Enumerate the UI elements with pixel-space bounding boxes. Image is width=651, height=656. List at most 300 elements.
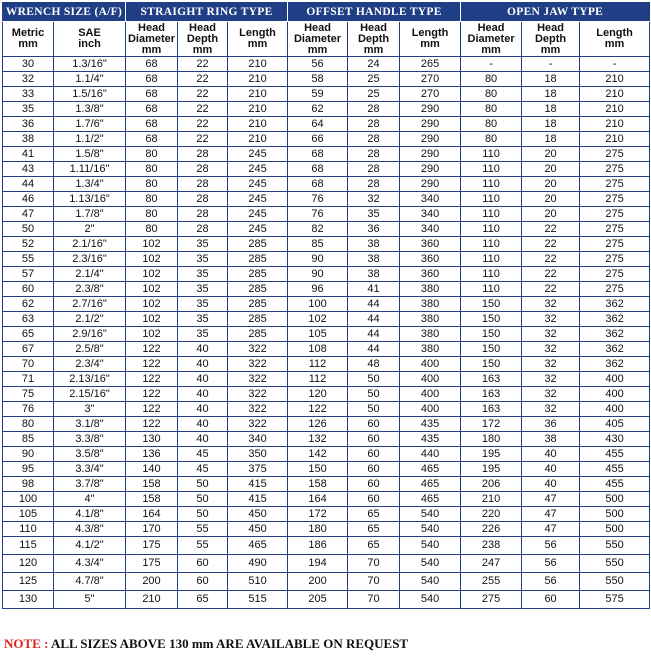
cell-metric-mm: 63: [3, 312, 54, 327]
cell-openjaw-head-diameter: 110: [461, 252, 522, 267]
cell-openjaw-length: 275: [580, 237, 650, 252]
cell-straight-length: 515: [228, 591, 288, 609]
cell-straight-length: 375: [228, 462, 288, 477]
column-header-offset-length: [400, 22, 461, 57]
column-header-line: mm: [363, 43, 384, 56]
column-header-line: Depth: [357, 32, 390, 45]
cell-metric-mm: 55: [3, 252, 54, 267]
cell-offset-length: 380: [400, 297, 461, 312]
cell-offset-length: 270: [400, 87, 461, 102]
cell-metric-mm: 50: [3, 222, 54, 237]
cell-openjaw-length: 550: [580, 555, 650, 573]
cell-metric-mm: 90: [3, 447, 54, 462]
cell-offset-head-diameter: 82: [288, 222, 348, 237]
column-header-line: Length: [596, 27, 633, 39]
cell-offset-length: 360: [400, 267, 461, 282]
column-header-line: mm: [481, 43, 501, 56]
cell-openjaw-head-depth: 60: [522, 591, 580, 609]
cell-metric-mm: 80: [3, 417, 54, 432]
cell-sae-inch: 2.1/16": [54, 237, 126, 252]
cell-sae-inch: 3.3/8": [54, 432, 126, 447]
cell-offset-length: 400: [400, 402, 461, 417]
cell-straight-length: 340: [228, 432, 288, 447]
cell-metric-mm: 62: [3, 297, 54, 312]
cell-straight-head-diameter: 175: [126, 537, 178, 555]
cell-openjaw-length: 275: [580, 222, 650, 237]
cell-openjaw-head-diameter: 163: [461, 387, 522, 402]
table-row: [3, 357, 650, 372]
cell-offset-head-diameter: 120: [288, 387, 348, 402]
cell-openjaw-length: 500: [580, 507, 650, 522]
cell-offset-length: 540: [400, 522, 461, 537]
cell-offset-head-depth: 28: [348, 162, 400, 177]
cell-openjaw-length: 275: [580, 207, 650, 222]
cell-openjaw-length: 210: [580, 132, 650, 147]
cell-straight-length: 285: [228, 282, 288, 297]
column-header-line: Metric: [11, 27, 45, 39]
column-header-line: Diameter: [293, 32, 342, 45]
cell-sae-inch: 4.7/8": [54, 573, 126, 591]
cell-openjaw-head-diameter: 163: [461, 402, 522, 417]
cell-straight-head-depth: 22: [178, 87, 228, 102]
cell-straight-length: 450: [228, 507, 288, 522]
cell-openjaw-head-depth: 22: [522, 222, 580, 237]
cell-openjaw-head-diameter: -: [461, 57, 522, 72]
cell-openjaw-length: 275: [580, 252, 650, 267]
cell-metric-mm: 75: [3, 387, 54, 402]
cell-openjaw-head-depth: 40: [522, 477, 580, 492]
wrench-size-table: [2, 2, 650, 609]
cell-sae-inch: 1.5/8": [54, 147, 126, 162]
cell-metric-mm: 32: [3, 72, 54, 87]
cell-offset-head-depth: 60: [348, 462, 400, 477]
table-row: [3, 537, 650, 555]
cell-sae-inch: 1.13/16": [54, 192, 126, 207]
cell-straight-head-diameter: 158: [126, 492, 178, 507]
table-row: [3, 162, 650, 177]
cell-openjaw-length: 275: [580, 162, 650, 177]
cell-metric-mm: 47: [3, 207, 54, 222]
cell-offset-length: 340: [400, 207, 461, 222]
table-row: [3, 327, 650, 342]
cell-offset-head-depth: 38: [348, 252, 400, 267]
cell-offset-head-diameter: 96: [288, 282, 348, 297]
table-row: [3, 447, 650, 462]
cell-openjaw-length: 550: [580, 537, 650, 555]
cell-straight-head-diameter: 122: [126, 417, 178, 432]
cell-straight-length: 210: [228, 117, 288, 132]
note-label: NOTE :: [4, 636, 49, 651]
column-header-line: inch: [78, 38, 101, 50]
table-row: [3, 573, 650, 591]
cell-offset-head-depth: 50: [348, 387, 400, 402]
cell-offset-length: 360: [400, 252, 461, 267]
cell-offset-length: 465: [400, 477, 461, 492]
cell-offset-head-diameter: 66: [288, 132, 348, 147]
table-row: [3, 432, 650, 447]
cell-straight-head-diameter: 140: [126, 462, 178, 477]
cell-offset-head-diameter: 76: [288, 207, 348, 222]
cell-openjaw-head-depth: 32: [522, 372, 580, 387]
column-header-metric-mm: [3, 22, 54, 57]
column-header-openjaw-head-depth: [522, 22, 580, 57]
cell-straight-head-diameter: 68: [126, 132, 178, 147]
cell-straight-head-depth: 28: [178, 207, 228, 222]
cell-straight-head-depth: 60: [178, 555, 228, 573]
cell-offset-head-depth: 60: [348, 447, 400, 462]
cell-openjaw-head-depth: 22: [522, 252, 580, 267]
column-header-line: mm: [247, 38, 268, 50]
table-row: [3, 492, 650, 507]
cell-offset-head-diameter: 200: [288, 573, 348, 591]
footer-note: [4, 636, 408, 652]
cell-offset-head-depth: 24: [348, 57, 400, 72]
cell-openjaw-length: 455: [580, 447, 650, 462]
cell-offset-head-diameter: 68: [288, 162, 348, 177]
column-header-straight-length: [228, 22, 288, 57]
cell-openjaw-head-depth: 56: [522, 537, 580, 555]
table-row: [3, 72, 650, 87]
table-row: [3, 387, 650, 402]
table-row: [3, 312, 650, 327]
cell-straight-head-depth: 22: [178, 57, 228, 72]
cell-straight-head-depth: 35: [178, 267, 228, 282]
cell-straight-head-depth: 28: [178, 192, 228, 207]
cell-offset-head-depth: 38: [348, 237, 400, 252]
cell-openjaw-head-diameter: 110: [461, 222, 522, 237]
cell-straight-head-diameter: 80: [126, 207, 178, 222]
cell-sae-inch: 1.11/16": [54, 162, 126, 177]
cell-straight-head-diameter: 130: [126, 432, 178, 447]
cell-openjaw-head-depth: 47: [522, 507, 580, 522]
cell-offset-head-diameter: 76: [288, 192, 348, 207]
cell-openjaw-head-depth: 47: [522, 522, 580, 537]
cell-sae-inch: 4": [54, 492, 126, 507]
cell-offset-head-depth: 41: [348, 282, 400, 297]
cell-openjaw-head-diameter: 150: [461, 297, 522, 312]
cell-sae-inch: 3": [54, 402, 126, 417]
cell-offset-head-diameter: 180: [288, 522, 348, 537]
cell-straight-length: 465: [228, 537, 288, 555]
table-row: [3, 252, 650, 267]
cell-openjaw-head-depth: 32: [522, 297, 580, 312]
cell-straight-head-depth: 28: [178, 177, 228, 192]
cell-openjaw-length: 210: [580, 72, 650, 87]
cell-straight-length: 210: [228, 72, 288, 87]
cell-sae-inch: 2.1/4": [54, 267, 126, 282]
cell-straight-head-diameter: 122: [126, 342, 178, 357]
cell-openjaw-head-diameter: 150: [461, 312, 522, 327]
cell-straight-length: 415: [228, 492, 288, 507]
cell-metric-mm: 130: [3, 591, 54, 609]
cell-sae-inch: 4.3/8": [54, 522, 126, 537]
cell-straight-head-diameter: 122: [126, 357, 178, 372]
cell-openjaw-length: 210: [580, 102, 650, 117]
cell-openjaw-head-diameter: 110: [461, 177, 522, 192]
cell-straight-length: 285: [228, 312, 288, 327]
cell-straight-head-depth: 40: [178, 357, 228, 372]
cell-straight-length: 285: [228, 267, 288, 282]
cell-straight-length: 510: [228, 573, 288, 591]
cell-straight-head-depth: 50: [178, 507, 228, 522]
table-row: [3, 222, 650, 237]
cell-metric-mm: 98: [3, 477, 54, 492]
cell-straight-length: 322: [228, 402, 288, 417]
cell-openjaw-head-depth: 32: [522, 402, 580, 417]
cell-openjaw-head-depth: 22: [522, 267, 580, 282]
cell-offset-length: 290: [400, 102, 461, 117]
cell-openjaw-head-diameter: 163: [461, 372, 522, 387]
table-row: [3, 87, 650, 102]
cell-straight-head-depth: 55: [178, 522, 228, 537]
cell-offset-head-depth: 44: [348, 327, 400, 342]
cell-straight-length: 490: [228, 555, 288, 573]
column-header-offset-head-diameter: [288, 22, 348, 57]
cell-offset-length: 435: [400, 417, 461, 432]
cell-straight-head-diameter: 102: [126, 327, 178, 342]
cell-openjaw-head-diameter: 110: [461, 267, 522, 282]
cell-openjaw-head-diameter: 238: [461, 537, 522, 555]
cell-straight-head-diameter: 136: [126, 447, 178, 462]
cell-straight-head-depth: 50: [178, 477, 228, 492]
cell-openjaw-length: 275: [580, 267, 650, 282]
table-row: [3, 132, 650, 147]
cell-metric-mm: 33: [3, 87, 54, 102]
cell-metric-mm: 52: [3, 237, 54, 252]
cell-metric-mm: 71: [3, 372, 54, 387]
cell-openjaw-head-depth: 47: [522, 492, 580, 507]
cell-straight-head-diameter: 210: [126, 591, 178, 609]
cell-openjaw-head-diameter: 226: [461, 522, 522, 537]
cell-offset-length: 290: [400, 177, 461, 192]
cell-offset-length: 440: [400, 447, 461, 462]
cell-straight-head-depth: 65: [178, 591, 228, 609]
column-header-line: mm: [540, 43, 561, 56]
column-header-straight-head-depth: [178, 22, 228, 57]
cell-openjaw-head-depth: 18: [522, 102, 580, 117]
cell-sae-inch: 1.3/8": [54, 102, 126, 117]
cell-straight-head-depth: 35: [178, 297, 228, 312]
cell-openjaw-head-diameter: 255: [461, 573, 522, 591]
cell-openjaw-length: 275: [580, 192, 650, 207]
cell-metric-mm: 110: [3, 522, 54, 537]
cell-openjaw-length: 500: [580, 522, 650, 537]
group-header-wrench-size: WRENCH SIZE (A/F): [3, 3, 126, 22]
cell-metric-mm: 46: [3, 192, 54, 207]
cell-openjaw-length: 362: [580, 357, 650, 372]
cell-offset-head-depth: 60: [348, 492, 400, 507]
cell-offset-head-diameter: 59: [288, 87, 348, 102]
cell-sae-inch: 3.1/8": [54, 417, 126, 432]
cell-openjaw-head-diameter: 150: [461, 327, 522, 342]
cell-openjaw-head-depth: 32: [522, 387, 580, 402]
cell-openjaw-head-depth: 20: [522, 177, 580, 192]
cell-offset-head-diameter: 90: [288, 252, 348, 267]
cell-straight-length: 285: [228, 297, 288, 312]
cell-metric-mm: 65: [3, 327, 54, 342]
cell-sae-inch: 1.1/4": [54, 72, 126, 87]
cell-sae-inch: 2.13/16": [54, 372, 126, 387]
column-header-line: Diameter: [467, 32, 515, 45]
table-row: [3, 237, 650, 252]
cell-offset-length: 380: [400, 342, 461, 357]
cell-straight-head-depth: 22: [178, 72, 228, 87]
column-header-offset-head-depth: [348, 22, 400, 57]
cell-offset-length: 400: [400, 357, 461, 372]
cell-openjaw-length: 400: [580, 372, 650, 387]
cell-sae-inch: 1.1/2": [54, 132, 126, 147]
cell-metric-mm: 60: [3, 282, 54, 297]
column-header-openjaw-length: [580, 22, 650, 57]
table-row: [3, 267, 650, 282]
cell-straight-head-depth: 40: [178, 402, 228, 417]
cell-straight-head-depth: 22: [178, 102, 228, 117]
cell-straight-head-diameter: 68: [126, 102, 178, 117]
cell-openjaw-head-depth: 18: [522, 72, 580, 87]
cell-offset-head-diameter: 150: [288, 462, 348, 477]
cell-openjaw-head-depth: 18: [522, 117, 580, 132]
cell-straight-length: 322: [228, 387, 288, 402]
column-header-line: Length: [411, 27, 449, 39]
cell-offset-length: 270: [400, 72, 461, 87]
cell-offset-head-depth: 35: [348, 207, 400, 222]
column-header-line: Length: [239, 27, 276, 39]
cell-openjaw-head-depth: 18: [522, 87, 580, 102]
cell-offset-head-depth: 65: [348, 537, 400, 555]
cell-sae-inch: 1.7/6": [54, 117, 126, 132]
cell-offset-length: 465: [400, 462, 461, 477]
cell-offset-head-depth: 65: [348, 522, 400, 537]
column-header-line: mm: [192, 43, 213, 56]
cell-offset-head-depth: 70: [348, 573, 400, 591]
cell-straight-head-depth: 35: [178, 327, 228, 342]
cell-offset-head-diameter: 90: [288, 267, 348, 282]
cell-straight-length: 210: [228, 87, 288, 102]
cell-offset-head-depth: 60: [348, 432, 400, 447]
cell-metric-mm: 43: [3, 162, 54, 177]
cell-metric-mm: 105: [3, 507, 54, 522]
cell-straight-head-diameter: 80: [126, 147, 178, 162]
cell-offset-length: 290: [400, 132, 461, 147]
cell-openjaw-head-diameter: 210: [461, 492, 522, 507]
cell-straight-head-diameter: 102: [126, 297, 178, 312]
cell-openjaw-head-diameter: 220: [461, 507, 522, 522]
cell-straight-head-diameter: 68: [126, 57, 178, 72]
table-body: [3, 57, 650, 609]
cell-offset-head-diameter: 100: [288, 297, 348, 312]
cell-sae-inch: 3.3/4": [54, 462, 126, 477]
cell-openjaw-head-depth: 22: [522, 282, 580, 297]
cell-metric-mm: 44: [3, 177, 54, 192]
cell-sae-inch: 2.1/2": [54, 312, 126, 327]
cell-openjaw-length: 455: [580, 462, 650, 477]
column-header-line: Head: [477, 21, 505, 34]
cell-metric-mm: 115: [3, 537, 54, 555]
cell-offset-head-diameter: 112: [288, 372, 348, 387]
cell-openjaw-head-diameter: 80: [461, 132, 522, 147]
cell-straight-length: 285: [228, 237, 288, 252]
cell-straight-head-diameter: 200: [126, 573, 178, 591]
cell-offset-head-depth: 44: [348, 312, 400, 327]
column-header-line: Depth: [186, 32, 219, 45]
cell-offset-head-diameter: 68: [288, 147, 348, 162]
cell-offset-head-depth: 28: [348, 147, 400, 162]
cell-openjaw-length: 455: [580, 477, 650, 492]
cell-openjaw-head-depth: 56: [522, 573, 580, 591]
cell-metric-mm: 76: [3, 402, 54, 417]
cell-offset-head-diameter: 122: [288, 402, 348, 417]
cell-openjaw-head-depth: 40: [522, 462, 580, 477]
cell-straight-head-diameter: 80: [126, 192, 178, 207]
cell-offset-head-diameter: 58: [288, 72, 348, 87]
cell-offset-length: 290: [400, 162, 461, 177]
cell-offset-head-diameter: 108: [288, 342, 348, 357]
cell-openjaw-length: 362: [580, 297, 650, 312]
cell-offset-head-diameter: 194: [288, 555, 348, 573]
cell-metric-mm: 38: [3, 132, 54, 147]
cell-openjaw-head-depth: 32: [522, 312, 580, 327]
cell-straight-head-depth: 22: [178, 117, 228, 132]
cell-straight-head-depth: 40: [178, 387, 228, 402]
cell-straight-length: 415: [228, 477, 288, 492]
cell-openjaw-head-diameter: 80: [461, 87, 522, 102]
cell-offset-length: 380: [400, 327, 461, 342]
cell-straight-length: 285: [228, 327, 288, 342]
cell-openjaw-length: 400: [580, 387, 650, 402]
column-header-line: Head: [138, 21, 165, 34]
cell-straight-head-depth: 35: [178, 252, 228, 267]
cell-straight-head-diameter: 122: [126, 387, 178, 402]
cell-sae-inch: 3.7/8": [54, 477, 126, 492]
table-row: [3, 207, 650, 222]
cell-openjaw-length: 400: [580, 402, 650, 417]
cell-openjaw-length: 210: [580, 117, 650, 132]
cell-offset-length: 540: [400, 537, 461, 555]
cell-straight-head-depth: 28: [178, 222, 228, 237]
cell-openjaw-head-depth: 22: [522, 237, 580, 252]
cell-straight-length: 350: [228, 447, 288, 462]
cell-offset-length: 465: [400, 492, 461, 507]
cell-offset-length: 360: [400, 237, 461, 252]
column-header-line: mm: [604, 38, 625, 50]
cell-offset-head-depth: 50: [348, 402, 400, 417]
cell-openjaw-length: 575: [580, 591, 650, 609]
cell-openjaw-head-diameter: 80: [461, 72, 522, 87]
cell-openjaw-head-depth: 20: [522, 162, 580, 177]
column-header-row: [3, 22, 650, 57]
cell-openjaw-head-diameter: 80: [461, 117, 522, 132]
table-row: [3, 147, 650, 162]
cell-straight-head-depth: 45: [178, 462, 228, 477]
cell-straight-head-diameter: 80: [126, 177, 178, 192]
cell-straight-length: 322: [228, 372, 288, 387]
cell-straight-length: 245: [228, 207, 288, 222]
cell-openjaw-head-depth: 36: [522, 417, 580, 432]
cell-straight-length: 322: [228, 357, 288, 372]
cell-straight-length: 245: [228, 192, 288, 207]
cell-straight-head-diameter: 175: [126, 555, 178, 573]
cell-sae-inch: 2.15/16": [54, 387, 126, 402]
cell-openjaw-head-depth: 40: [522, 447, 580, 462]
cell-straight-length: 245: [228, 222, 288, 237]
group-header-straight-ring-type: STRAIGHT RING TYPE: [126, 3, 288, 22]
note-text: ALL SIZES ABOVE 130 mm ARE AVAILABLE ON REQUEST: [50, 636, 409, 651]
cell-openjaw-head-diameter: 110: [461, 207, 522, 222]
cell-straight-head-depth: 55: [178, 537, 228, 555]
cell-openjaw-length: 362: [580, 342, 650, 357]
cell-metric-mm: 67: [3, 342, 54, 357]
table-row: [3, 402, 650, 417]
